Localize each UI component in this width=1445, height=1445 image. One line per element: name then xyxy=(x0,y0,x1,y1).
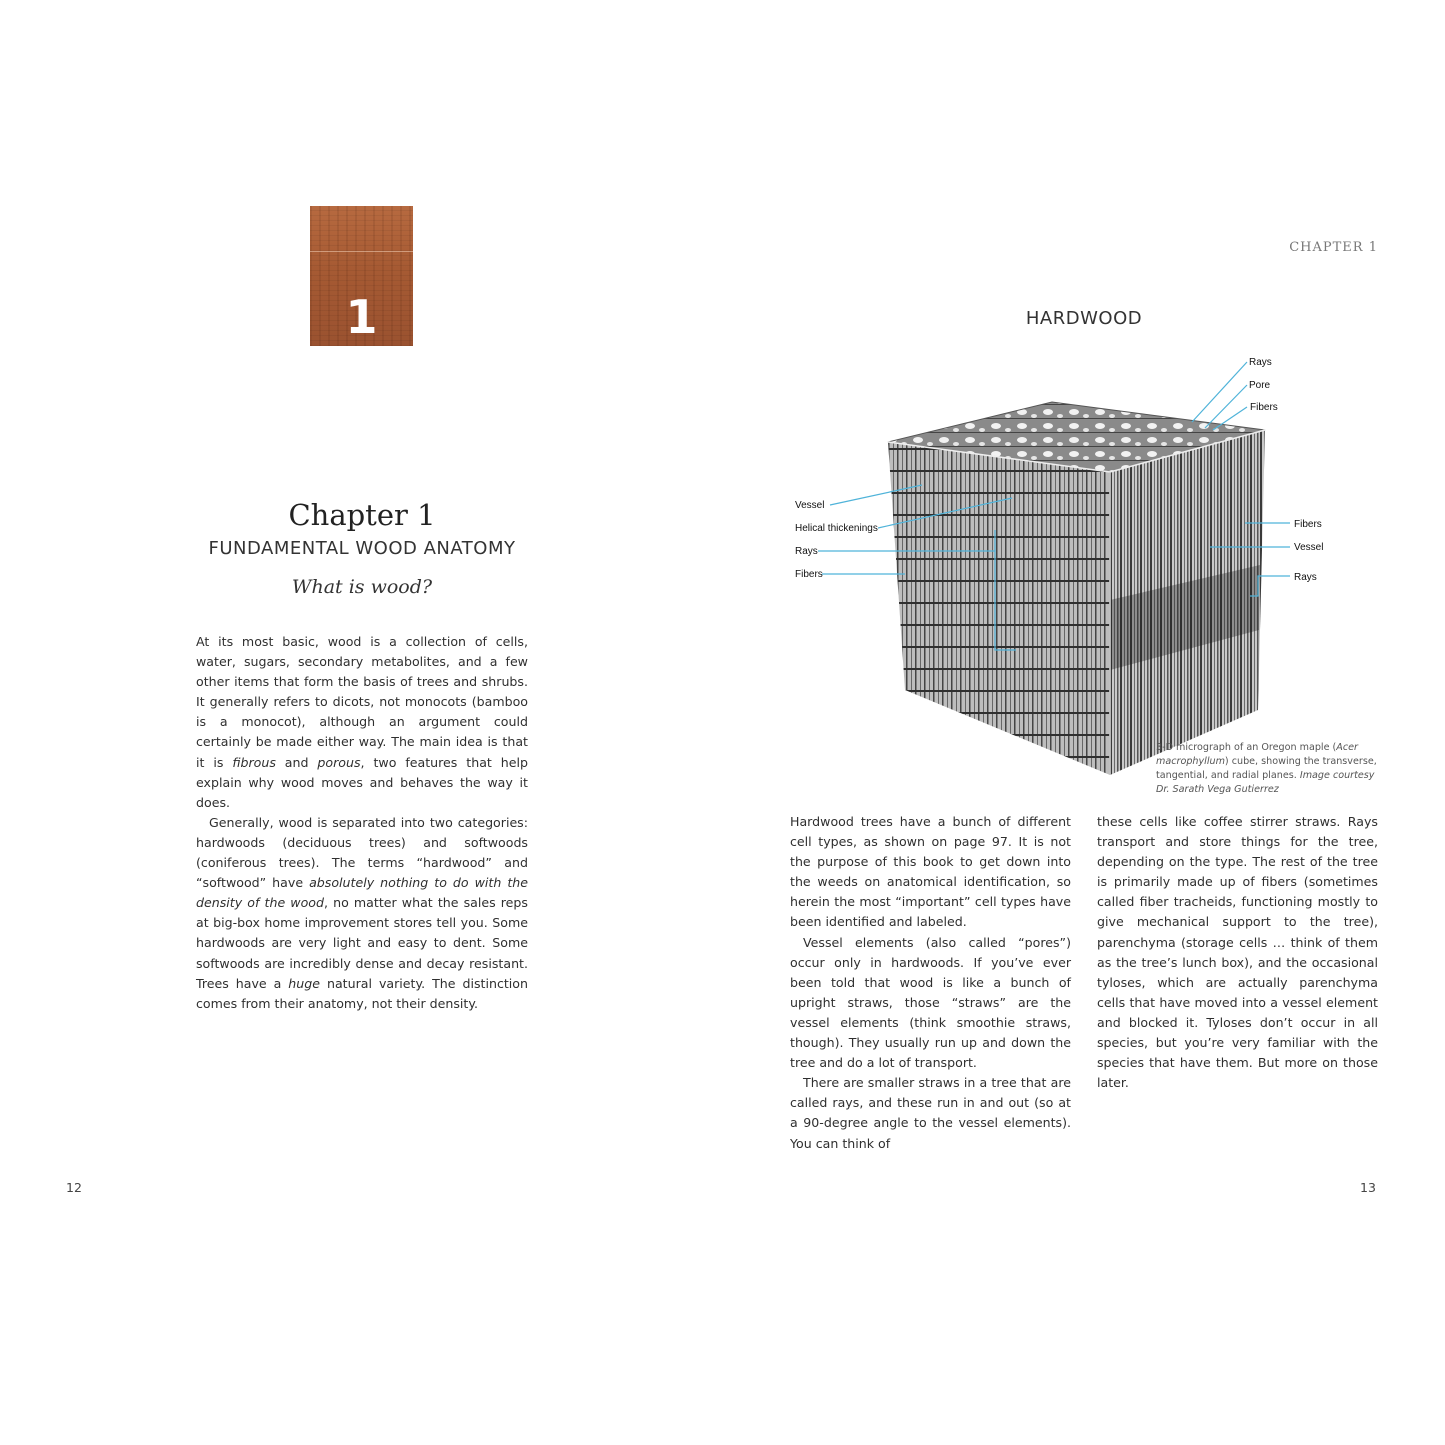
body-paragraph: Vessel elements (also called “pores”) occur only in hardwoods. If you’ve ever been told that wood is like a bunch of upright straws, those “straws” are the vessel elements (think smoothie straws, though). They usually run up and down the tree and do a lot of transport. xyxy=(790,934,1071,1071)
emphasis-fibrous: fibrous xyxy=(232,754,276,770)
label-rays-top: Rays xyxy=(1249,357,1272,368)
label-rays-right: Rays xyxy=(1294,572,1317,583)
figure-heading: HARDWOOD xyxy=(1025,308,1143,329)
figure-caption xyxy=(1156,741,1381,797)
chapter-number: 1 xyxy=(345,290,378,344)
wood-grain-seam xyxy=(310,251,413,252)
emphasis-huge: huge xyxy=(288,975,321,991)
chapter-number-tile xyxy=(310,206,413,346)
right-page-column-1 xyxy=(790,812,1071,1154)
wood-cube-micrograph xyxy=(780,350,1400,790)
chapter-question xyxy=(196,576,528,598)
question-text-start: What xyxy=(291,576,349,598)
body-paragraph: There are smaller straws in a tree that are called rays, and these run in and out (so at a 90-degree angle to the vessel elements). You can think of xyxy=(790,1075,1071,1151)
label-vessel-right: Vessel xyxy=(1294,542,1324,553)
caption-species: Acer macrophyllum xyxy=(1156,742,1358,767)
chapter-title: Chapter 1 xyxy=(288,498,436,532)
label-vessel-left: Vessel xyxy=(795,500,825,511)
page-number-right: 13 xyxy=(1360,1180,1376,1195)
body-paragraph: Hardwood trees have a bunch of different cell types, as shown on page 97. It is not the purpose of this book to get down into the weeds on anatomical identification, so herein the most “important” cell types have been identified and labeled. xyxy=(790,814,1071,930)
running-head: CHAPTER 1 xyxy=(1289,240,1378,255)
caption-text: 3-D micrograph of an Oregon maple ( xyxy=(1156,742,1337,753)
label-fibers-top: Fibers xyxy=(1250,402,1278,413)
body-paragraph xyxy=(196,632,528,813)
text-run: Generally, wood is separated into two categories: hardwoods (deciduous trees) and softwoods (coniferous trees). The terms “hardwood” and “softwood” have xyxy=(196,814,528,891)
question-text-end: wood? xyxy=(364,576,433,598)
text-run: At its most basic, wood is a collection of cells, water, sugars, secondary metabolites, and a few other items that form the basis of trees and shrubs. It generally refers to dicots, not monocots (bamboo is a monocot), although an argument could certainly be made either way. The main idea is that it is xyxy=(196,634,528,770)
right-page-column-2 xyxy=(1097,812,1378,1093)
question-emphasis: is xyxy=(348,576,365,598)
label-fibers-left: Fibers xyxy=(795,569,823,580)
text-run: , two features that help explain why wood moves and behaves the way it does. xyxy=(196,754,528,810)
label-helical-thickenings: Helical thickenings xyxy=(795,523,878,534)
emphasis-density: absolutely nothing to do with the density of the wood xyxy=(196,875,528,911)
body-paragraph xyxy=(196,813,528,1014)
caption-credit: Image courtesy Dr. Sarath Vega Gutierrez xyxy=(1156,770,1375,795)
left-page-body xyxy=(196,632,528,1014)
body-paragraph: these cells like coffee stirrer straws. Rays transport and store things for the tree, depending on the type. The rest of the tree is primarily made up of fibers (sometimes called fiber tracheids, functioning mostly to give mechanical support to the tree), parenchyma (storage cells … think of them as the tree’s lunch box), and the occasional tyloses, which are actually parenchyma cells that have moved into a vessel element and blocked it. Tyloses don’t occur in all species, but you’re very familiar with the species that have them. But more on those later. xyxy=(1097,814,1378,1091)
caption-text: ) cube, showing the transverse, tangential, and radial planes. xyxy=(1156,756,1377,781)
text-run: , no matter what the sales reps at big-box home improvement stores tell you. Some hardwoods are very light and easy to dent. Some softwoods are incredibly dense and decay resistant. Trees have a xyxy=(196,895,528,991)
emphasis-porous: porous xyxy=(317,754,361,770)
cube-left-face xyxy=(888,442,1110,775)
label-rays-left: Rays xyxy=(795,546,818,557)
chapter-subtitle: FUNDAMENTAL WOOD ANATOMY xyxy=(208,538,516,559)
page-number-left: 12 xyxy=(66,1180,82,1195)
text-run: natural variety. The distinction comes from their anatomy, not their density. xyxy=(196,975,528,1011)
label-fibers-right: Fibers xyxy=(1294,519,1322,530)
text-run: and xyxy=(275,754,318,770)
label-pore-top: Pore xyxy=(1249,380,1271,391)
